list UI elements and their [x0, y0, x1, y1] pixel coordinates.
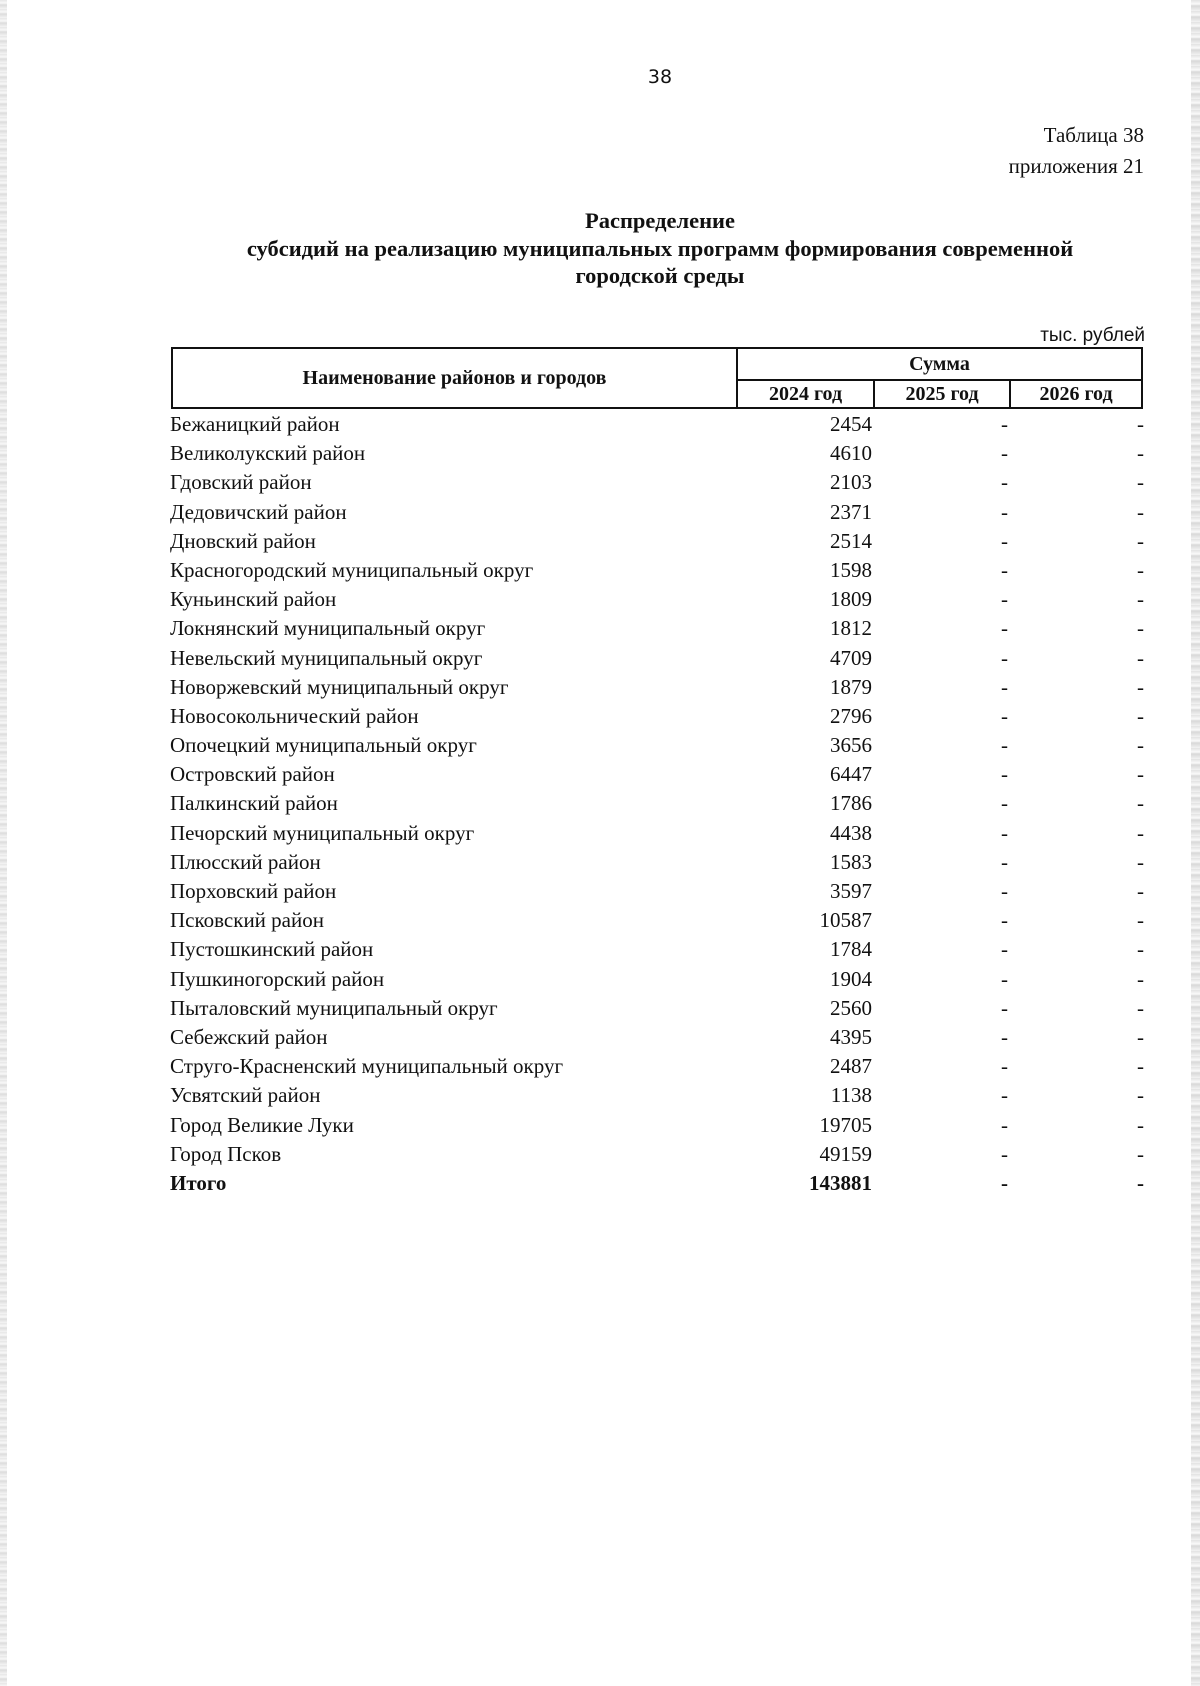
value-2026: -	[1137, 762, 1144, 787]
district-name: Струго-Красненский муниципальный округ	[170, 1054, 564, 1079]
header-name-column: Наименование районов и городов	[173, 349, 738, 407]
district-name: Город Псков	[170, 1141, 282, 1166]
value-2025: -	[1001, 703, 1008, 728]
document-title	[170, 207, 1150, 290]
table-body	[0, 410, 1200, 1198]
table-row	[0, 935, 1200, 964]
value-2024: 10587	[819, 908, 872, 933]
table-row	[0, 1052, 1200, 1081]
table-row	[0, 1111, 1200, 1140]
value-2026: -	[1137, 616, 1144, 641]
value-2026: -	[1137, 703, 1144, 728]
value-2025: -	[1001, 995, 1008, 1020]
value-2025: -	[1001, 1112, 1008, 1137]
table-row	[0, 468, 1200, 497]
table-row	[0, 439, 1200, 468]
value-2025: -	[1001, 849, 1008, 874]
table-row	[0, 994, 1200, 1023]
value-2026: -	[1137, 937, 1144, 962]
value-2024: 2454	[830, 412, 872, 436]
value-2025: -	[1001, 966, 1008, 991]
value-2025: -	[1001, 412, 1008, 436]
value-2024: 6447	[830, 762, 872, 787]
value-2026: -	[1137, 1054, 1144, 1079]
district-name: Бежаницкий район	[170, 412, 340, 436]
district-name: Город Великие Луки	[170, 1112, 354, 1137]
header-year-2026: 2026 год	[1039, 382, 1113, 405]
header-year-2025: 2025 год	[875, 381, 1011, 407]
value-2024: 3597	[830, 879, 872, 903]
value-2025: -	[1001, 1170, 1008, 1195]
value-2024: 2487	[830, 1054, 872, 1079]
header-sum: Сумма	[738, 349, 1141, 381]
table-row	[0, 644, 1200, 673]
table-row	[0, 906, 1200, 935]
value-2024: 143881	[809, 1170, 872, 1195]
value-2026: -	[1137, 791, 1144, 816]
district-name: Новосокольнический район	[170, 703, 419, 728]
value-2025: -	[1001, 587, 1008, 612]
value-2024: 1598	[830, 557, 872, 582]
value-2026: -	[1137, 1141, 1144, 1166]
value-2024: 19705	[819, 1112, 872, 1137]
unit-label: тыс. рублей	[1040, 325, 1145, 346]
page-number: 38	[647, 66, 673, 88]
title-line1: Распределение	[584, 208, 736, 233]
district-name: Островский район	[170, 762, 335, 787]
value-2025: -	[1001, 645, 1008, 670]
table-row	[0, 965, 1200, 994]
value-2026: -	[1137, 1112, 1144, 1137]
value-2024: 2560	[830, 995, 872, 1020]
table-row-total	[0, 1169, 1200, 1198]
value-2025: -	[1001, 470, 1008, 495]
value-2025: -	[1001, 528, 1008, 553]
value-2024: 1138	[830, 1083, 872, 1108]
value-2025: -	[1001, 791, 1008, 816]
district-name: Порховский район	[170, 879, 337, 903]
district-name: Дедовичский район	[170, 499, 347, 524]
value-2026: -	[1137, 1170, 1144, 1195]
district-name: Псковский район	[170, 908, 324, 933]
value-2026: -	[1137, 557, 1144, 582]
value-2024: 2796	[830, 703, 872, 728]
table-reference-line2: приложения 21	[1008, 154, 1144, 178]
table-row	[0, 877, 1200, 906]
value-2026: -	[1137, 908, 1144, 933]
value-2026: -	[1137, 879, 1144, 903]
value-2024: 2103	[830, 470, 872, 495]
district-name: Куньинский район	[170, 587, 337, 612]
district-name: Невельский муниципальный округ	[170, 645, 483, 670]
district-name: Палкинский район	[170, 791, 338, 816]
value-2026: -	[1137, 470, 1144, 495]
value-2025: -	[1001, 1054, 1008, 1079]
district-name: Пушкиногорский район	[170, 966, 385, 991]
title-line3: городской среды	[575, 263, 745, 288]
value-2024: 2514	[830, 528, 872, 553]
table-row	[0, 498, 1200, 527]
value-2025: -	[1001, 1083, 1008, 1108]
district-name: Опочецкий муниципальный округ	[170, 733, 477, 758]
value-2024: 1786	[830, 791, 872, 816]
table-row	[0, 819, 1200, 848]
district-name: Пыталовский муниципальный округ	[170, 995, 498, 1020]
value-2025: -	[1001, 733, 1008, 758]
value-2025: -	[1001, 441, 1008, 466]
value-2026: -	[1137, 1024, 1144, 1049]
value-2024: 1812	[830, 616, 872, 641]
district-name: Пустошкинский район	[170, 937, 374, 962]
value-2026: -	[1137, 645, 1144, 670]
district-name: Плюсский район	[170, 849, 321, 874]
value-2026: -	[1137, 499, 1144, 524]
value-2025: -	[1001, 908, 1008, 933]
table-row	[0, 614, 1200, 643]
table-row	[0, 789, 1200, 818]
value-2024: 4438	[830, 820, 872, 845]
district-name: Итого	[170, 1170, 227, 1195]
value-2026: -	[1137, 995, 1144, 1020]
value-2024: 1904	[830, 966, 872, 991]
value-2024: 49159	[819, 1141, 872, 1166]
title-line2: субсидий на реализацию муниципальных программ формирования современной	[246, 235, 1074, 261]
value-2024: 1879	[830, 674, 872, 699]
district-name: Красногородский муниципальный округ	[170, 557, 534, 582]
district-name: Дновский район	[170, 528, 316, 553]
table-row	[0, 527, 1200, 556]
table-row	[0, 556, 1200, 585]
table-header	[171, 347, 1143, 409]
value-2025: -	[1001, 499, 1008, 524]
value-2025: -	[1001, 1141, 1008, 1166]
table-row	[0, 673, 1200, 702]
value-2025: -	[1001, 820, 1008, 845]
table-row	[0, 410, 1200, 439]
value-2024: 4610	[830, 441, 872, 466]
district-name: Усвятский район	[170, 1083, 321, 1108]
value-2026: -	[1137, 412, 1144, 436]
table-row	[0, 848, 1200, 877]
table-reference-line1: Таблица 38	[1043, 123, 1144, 147]
table-row	[0, 702, 1200, 731]
table-row	[0, 731, 1200, 760]
district-name: Печорский муниципальный округ	[170, 820, 475, 845]
value-2025: -	[1001, 616, 1008, 641]
value-2026: -	[1137, 966, 1144, 991]
value-2025: -	[1001, 879, 1008, 903]
value-2026: -	[1137, 849, 1144, 874]
district-name: Себежский район	[170, 1024, 328, 1049]
district-name: Гдовский район	[170, 470, 312, 495]
table-row	[0, 585, 1200, 614]
value-2024: 2371	[830, 499, 872, 524]
district-name: Новоржевский муниципальный округ	[170, 674, 509, 699]
value-2024: 4395	[830, 1024, 872, 1049]
value-2026: -	[1137, 587, 1144, 612]
table-row	[0, 760, 1200, 789]
table-row	[0, 1140, 1200, 1169]
value-2025: -	[1001, 1024, 1008, 1049]
value-2026: -	[1137, 528, 1144, 553]
value-2026: -	[1137, 1083, 1144, 1108]
value-2024: 1583	[830, 849, 872, 874]
value-2024: 1784	[830, 937, 872, 962]
table-reference	[1009, 120, 1144, 182]
value-2024: 4709	[830, 645, 872, 670]
district-name: Великолукский район	[170, 441, 366, 466]
value-2025: -	[1001, 674, 1008, 699]
table-row	[0, 1023, 1200, 1052]
value-2026: -	[1137, 733, 1144, 758]
value-2025: -	[1001, 762, 1008, 787]
value-2026: -	[1137, 441, 1144, 466]
table-row	[0, 1081, 1200, 1110]
value-2025: -	[1001, 937, 1008, 962]
value-2026: -	[1137, 820, 1144, 845]
header-year-2024: 2024 год	[738, 381, 875, 407]
value-2024: 1809	[830, 587, 872, 612]
value-2026: -	[1137, 674, 1144, 699]
district-name: Локнянский муниципальный округ	[170, 616, 486, 641]
value-2024: 3656	[830, 733, 872, 758]
value-2025: -	[1001, 557, 1008, 582]
